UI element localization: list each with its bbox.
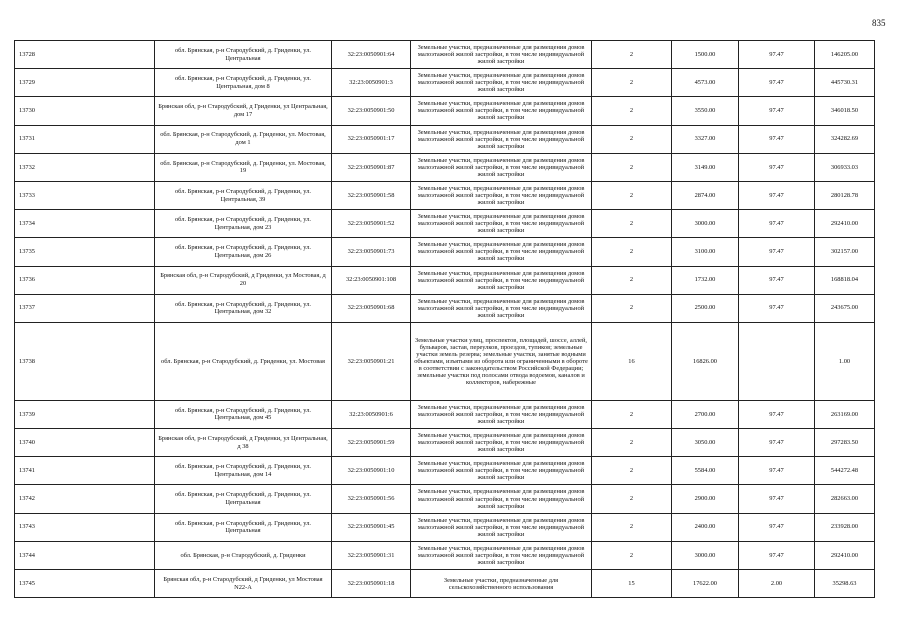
land-use-cell: Земельные участки, предназначенные для размещения домов малоэтажной жилой застройки, в том числе индивидуальной жилой застройки	[411, 457, 592, 485]
cadastral-number-cell: 32:23:0050901:6	[332, 400, 411, 428]
table-body	[15, 41, 875, 598]
cadastral-number-cell: 32:23:0050901:17	[332, 125, 411, 153]
cadastral-value-cell: 324282.69	[815, 125, 875, 153]
land-use-cell: Земельные участки, предназначенные для размещения домов малоэтажной жилой застройки, в том числе индивидуальной жилой застройки	[411, 238, 592, 266]
land-use-cell: Земельные участки, предназначенные для размещения домов малоэтажной жилой застройки, в том числе индивидуальной жилой застройки	[411, 69, 592, 97]
row-number-cell: 13733	[15, 181, 155, 209]
cadastral-number-cell: 32:23:0050901:87	[332, 153, 411, 181]
cadastral-value-cell: 282663.00	[815, 485, 875, 513]
table-row	[15, 125, 875, 153]
use-group-cell: 2	[592, 429, 672, 457]
cadastral-number-cell: 32:23:0050901:56	[332, 485, 411, 513]
area-cell: 1500.00	[672, 41, 739, 69]
use-group-cell: 2	[592, 400, 672, 428]
address-cell: обл. Брянская, р-н Стародубский, д. Гриденки, ул. Мостовая	[155, 322, 332, 400]
specific-value-cell	[739, 322, 815, 400]
land-use-cell: Земельные участки, предназначенные для размещения домов малоэтажной жилой застройки, в том числе индивидуальной жилой застройки	[411, 153, 592, 181]
cadastral-value-cell: 445730.31	[815, 69, 875, 97]
cadastral-number-cell: 32:23:0050901:52	[332, 210, 411, 238]
area-cell: 3100.00	[672, 238, 739, 266]
cadastral-value-cell: 243675.00	[815, 294, 875, 322]
use-group-cell: 2	[592, 485, 672, 513]
cadastral-number-cell: 32:23:0050901:108	[332, 266, 411, 294]
row-number-cell: 13734	[15, 210, 155, 238]
specific-value-cell: 97.47	[739, 69, 815, 97]
address-cell: обл. Брянская, р-н Стародубский, д. Гриденки, ул. Центральная, дом 8	[155, 69, 332, 97]
row-number-cell: 13742	[15, 485, 155, 513]
page-number: 835	[872, 18, 886, 28]
land-use-cell: Земельные участки, предназначенные для размещения домов малоэтажной жилой застройки, в том числе индивидуальной жилой застройки	[411, 266, 592, 294]
area-cell: 17622.00	[672, 570, 739, 598]
use-group-cell: 2	[592, 41, 672, 69]
address-cell: обл. Брянская, р-н Стародубский, д. Гриденки	[155, 541, 332, 569]
address-cell: Брянская обл, р-н Стародубский, д Гриденки, ул Центральная, д 38	[155, 429, 332, 457]
area-cell: 3000.00	[672, 541, 739, 569]
cadastral-value-cell: 292410.00	[815, 210, 875, 238]
use-group-cell: 2	[592, 153, 672, 181]
use-group-cell: 2	[592, 97, 672, 125]
area-cell: 16826.00	[672, 322, 739, 400]
address-cell: обл. Брянская, р-н Стародубский, д. Гриденки, ул. Центральная	[155, 485, 332, 513]
land-use-cell: Земельные участки, предназначенные для размещения домов малоэтажной жилой застройки, в том числе индивидуальной жилой застройки	[411, 181, 592, 209]
cadastral-value-cell: 302157.00	[815, 238, 875, 266]
specific-value-cell: 97.47	[739, 513, 815, 541]
cadastral-number-cell: 32:23:0050901:64	[332, 41, 411, 69]
specific-value-cell: 97.47	[739, 125, 815, 153]
cadastral-number-cell: 32:23:0050901:68	[332, 294, 411, 322]
cadastral-number-cell: 32:23:0050901:50	[332, 97, 411, 125]
area-cell: 3149.00	[672, 153, 739, 181]
specific-value-cell: 97.47	[739, 181, 815, 209]
specific-value-cell: 97.47	[739, 266, 815, 294]
cadastral-number-cell: 32:23:0050901:18	[332, 570, 411, 598]
area-cell: 2500.00	[672, 294, 739, 322]
table-row	[15, 69, 875, 97]
cadastral-value-cell: 263169.00	[815, 400, 875, 428]
cadastral-value-cell: 544272.48	[815, 457, 875, 485]
land-use-cell: Земельные участки, предназначенные для размещения домов малоэтажной жилой застройки, в том числе индивидуальной жилой застройки	[411, 485, 592, 513]
use-group-cell: 2	[592, 541, 672, 569]
row-number-cell: 13732	[15, 153, 155, 181]
cadastral-number-cell: 32:23:0050901:21	[332, 322, 411, 400]
cadastral-value-cell: 297283.50	[815, 429, 875, 457]
cadastral-number-cell: 32:23:0050901:59	[332, 429, 411, 457]
cadastral-value-cell: 233928.00	[815, 513, 875, 541]
land-use-cell: Земельные участки, предназначенные для размещения домов малоэтажной жилой застройки, в том числе индивидуальной жилой застройки	[411, 41, 592, 69]
cadastral-value-cell: 1.00	[815, 322, 875, 400]
table-row	[15, 322, 875, 400]
area-cell: 2900.00	[672, 485, 739, 513]
use-group-cell: 2	[592, 69, 672, 97]
land-use-cell: Земельные участки, предназначенные для размещения домов малоэтажной жилой застройки, в том числе индивидуальной жилой застройки	[411, 541, 592, 569]
land-use-cell: Земельные участки, предназначенные для размещения домов малоэтажной жилой застройки, в том числе индивидуальной жилой застройки	[411, 125, 592, 153]
address-cell: обл. Брянская, р-н Стародубский, д. Гриденки, ул. Центральная, дом 32	[155, 294, 332, 322]
land-use-cell: Земельные участки, предназначенные для размещения домов малоэтажной жилой застройки, в том числе индивидуальной жилой застройки	[411, 429, 592, 457]
use-group-cell: 2	[592, 513, 672, 541]
row-number-cell: 13729	[15, 69, 155, 97]
area-cell: 4573.00	[672, 69, 739, 97]
specific-value-cell: 97.47	[739, 400, 815, 428]
land-use-cell: Земельные участки, предназначенные для размещения домов малоэтажной жилой застройки, в том числе индивидуальной жилой застройки	[411, 97, 592, 125]
row-number-cell: 13743	[15, 513, 155, 541]
specific-value-cell: 97.47	[739, 541, 815, 569]
land-use-cell: Земельные участки, предназначенные для сельскохозяйственного использования	[411, 570, 592, 598]
table-row	[15, 570, 875, 598]
table-row	[15, 210, 875, 238]
table-row	[15, 97, 875, 125]
row-number-cell: 13730	[15, 97, 155, 125]
cadastral-number-cell: 32:23:0050901:45	[332, 513, 411, 541]
land-use-cell: Земельные участки, предназначенные для размещения домов малоэтажной жилой застройки, в том числе индивидуальной жилой застройки	[411, 294, 592, 322]
area-cell: 3000.00	[672, 210, 739, 238]
use-group-cell: 2	[592, 294, 672, 322]
cadastral-number-cell: 32:23:0050901:73	[332, 238, 411, 266]
row-number-cell: 13741	[15, 457, 155, 485]
specific-value-cell: 97.47	[739, 238, 815, 266]
use-group-cell: 2	[592, 210, 672, 238]
address-cell: обл. Брянская, р-н Стародубский, д. Гриденки, ул. Центральная	[155, 41, 332, 69]
cadastral-value-cell: 306933.03	[815, 153, 875, 181]
specific-value-cell: 97.47	[739, 41, 815, 69]
row-number-cell: 13738	[15, 322, 155, 400]
address-cell: Брянская обл, р-н Стародубский, д Гриденки, ул Мостовая, д 20	[155, 266, 332, 294]
table-row	[15, 513, 875, 541]
cadastral-value-table	[14, 40, 875, 598]
table-row	[15, 485, 875, 513]
cadastral-value-cell: 346018.50	[815, 97, 875, 125]
table-row	[15, 457, 875, 485]
address-cell: Брянская обл, р-н Стародубский, д Гриденки, ул Центральная, дом 17	[155, 97, 332, 125]
table-row	[15, 181, 875, 209]
land-use-cell: Земельные участки, предназначенные для размещения домов малоэтажной жилой застройки, в том числе индивидуальной жилой застройки	[411, 210, 592, 238]
land-use-cell: Земельные участки улиц, проспектов, площадей, шоссе, аллей, бульваров, застав, переулков, проездов, тупиков; земельные участки земель резерва; земельные участки, занятые водными объектами, изъятыми из оборота или ограниченными в обороте в соответствии с законодательством Российской Федерации; земельные участки под полосами отвода водоемов, каналов и коллекторов, набережные	[411, 322, 592, 400]
table-row	[15, 429, 875, 457]
row-number-cell: 13739	[15, 400, 155, 428]
table-row	[15, 541, 875, 569]
area-cell: 3050.00	[672, 429, 739, 457]
land-use-cell: Земельные участки, предназначенные для размещения домов малоэтажной жилой застройки, в том числе индивидуальной жилой застройки	[411, 400, 592, 428]
address-cell: обл. Брянская, р-н Стародубский, д. Гриденки, ул. Центральная, дом 45	[155, 400, 332, 428]
area-cell: 5584.00	[672, 457, 739, 485]
cadastral-value-cell: 35298.63	[815, 570, 875, 598]
cadastral-value-cell: 146205.00	[815, 41, 875, 69]
address-cell: обл. Брянская, р-н Стародубский, д. Гриденки, ул. Центральная, 39	[155, 181, 332, 209]
cadastral-number-cell: 32:23:0050901:58	[332, 181, 411, 209]
cadastral-value-cell: 292410.00	[815, 541, 875, 569]
use-group-cell: 16	[592, 322, 672, 400]
address-cell: Брянская обл, р-н Стародубский, д Гриденки, ул Мостовая N22-А	[155, 570, 332, 598]
row-number-cell: 13728	[15, 41, 155, 69]
specific-value-cell: 97.47	[739, 210, 815, 238]
row-number-cell: 13744	[15, 541, 155, 569]
use-group-cell: 2	[592, 181, 672, 209]
specific-value-cell: 97.47	[739, 429, 815, 457]
area-cell: 2700.00	[672, 400, 739, 428]
area-cell: 2874.00	[672, 181, 739, 209]
land-use-cell: Земельные участки, предназначенные для размещения домов малоэтажной жилой застройки, в том числе индивидуальной жилой застройки	[411, 513, 592, 541]
cadastral-value-cell: 280128.78	[815, 181, 875, 209]
address-cell: обл. Брянская, р-н Стародубский, д. Гриденки, ул. Центральная, дом 14	[155, 457, 332, 485]
area-cell: 3327.00	[672, 125, 739, 153]
table-row	[15, 41, 875, 69]
specific-value-cell: 97.47	[739, 294, 815, 322]
specific-value-cell: 97.47	[739, 153, 815, 181]
table-row	[15, 238, 875, 266]
use-group-cell: 2	[592, 238, 672, 266]
specific-value-cell: 2.00	[739, 570, 815, 598]
use-group-cell: 15	[592, 570, 672, 598]
area-cell: 3550.00	[672, 97, 739, 125]
area-cell: 1732.00	[672, 266, 739, 294]
address-cell: обл. Брянская, р-н Стародубский, д. Гриденки, ул. Мостовая, дом 1	[155, 125, 332, 153]
area-cell: 2400.00	[672, 513, 739, 541]
use-group-cell: 2	[592, 457, 672, 485]
cadastral-value-cell: 168818.04	[815, 266, 875, 294]
table-row	[15, 400, 875, 428]
cadastral-number-cell: 32:23:0050901:31	[332, 541, 411, 569]
cadastral-number-cell: 32:23:0050901:3	[332, 69, 411, 97]
address-cell: обл. Брянская, р-н Стародубский, д. Гриденки, ул. Центральная, дом 23	[155, 210, 332, 238]
specific-value-cell: 97.47	[739, 485, 815, 513]
use-group-cell: 2	[592, 266, 672, 294]
row-number-cell: 13745	[15, 570, 155, 598]
table-row	[15, 153, 875, 181]
row-number-cell: 13731	[15, 125, 155, 153]
table-row	[15, 266, 875, 294]
row-number-cell: 13735	[15, 238, 155, 266]
row-number-cell: 13736	[15, 266, 155, 294]
use-group-cell: 2	[592, 125, 672, 153]
cadastral-number-cell: 32:23:0050901:10	[332, 457, 411, 485]
specific-value-cell: 97.47	[739, 97, 815, 125]
address-cell: обл. Брянская, р-н Стародубский, д. Гриденки, ул. Центральная, дом 26	[155, 238, 332, 266]
specific-value-cell: 97.47	[739, 457, 815, 485]
row-number-cell: 13737	[15, 294, 155, 322]
address-cell: обл. Брянская, р-н Стародубский, д. Гриденки, ул. Центральная	[155, 513, 332, 541]
row-number-cell: 13740	[15, 429, 155, 457]
address-cell: обл. Брянская, р-н Стародубский, д. Гриденки, ул. Мостовая, 19	[155, 153, 332, 181]
table-row	[15, 294, 875, 322]
